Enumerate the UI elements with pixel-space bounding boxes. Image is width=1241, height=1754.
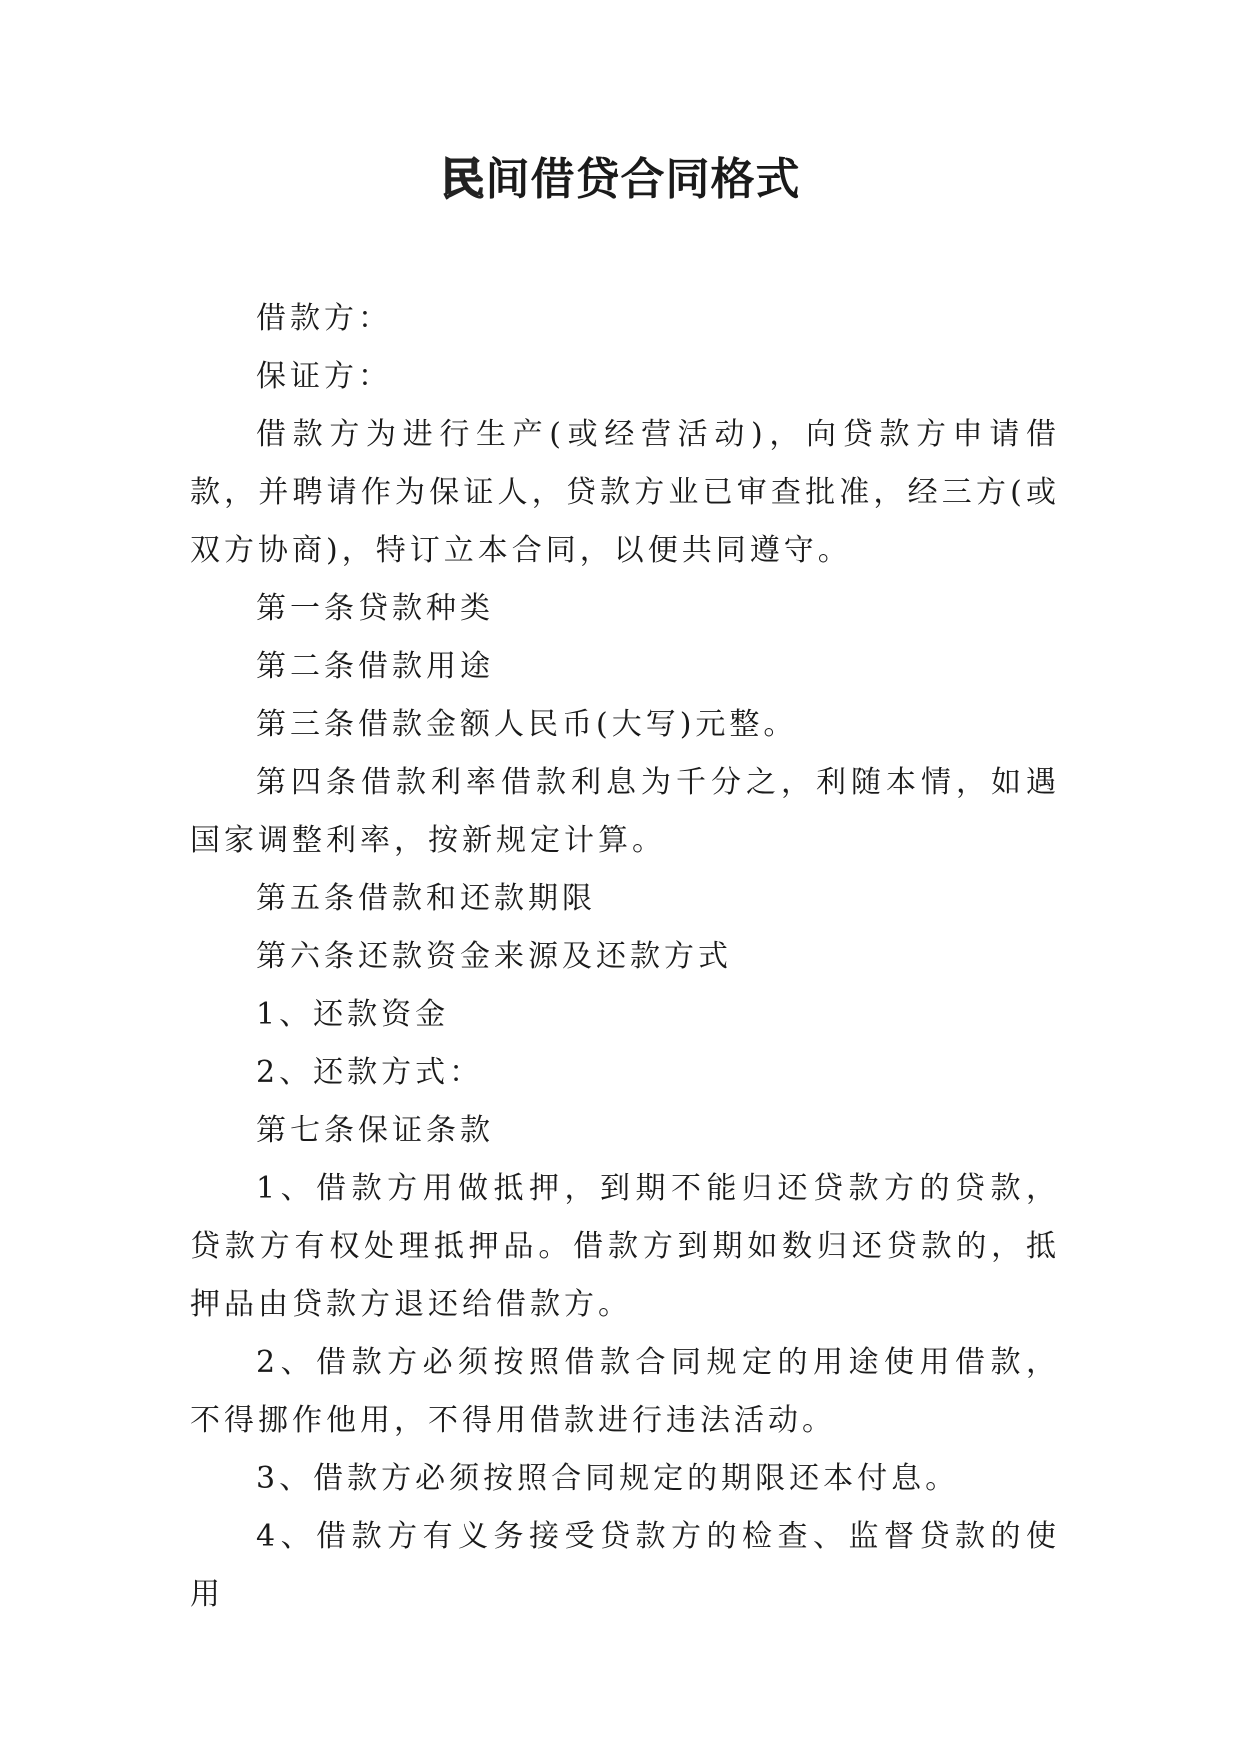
article-2-heading: 第二条借款用途: [256, 649, 494, 684]
preamble-paragraph: 借款方为进行生产(或经营活动)，向贷款方申请借款，并聘请作为保证人，贷款方业已审查批准，经三方(或双方协商)，特订立本合同，以便共同遵守。: [190, 417, 1060, 568]
title-first-char: 民: [440, 154, 486, 205]
article-7-heading: 第七条保证条款: [256, 1113, 494, 1148]
article-6-item-2: 2、还款方式：: [256, 1055, 484, 1090]
article-7-item-3: 3、借款方必须按照合同规定的期限还本付息。: [256, 1461, 960, 1496]
article-7-item-1: 1、借款方用做抵押，到期不能归还贷款方的贷款，贷款方有权处理抵押品。借款方到期如数归还贷款的，抵押品由贷款方退还给借款方。: [190, 1171, 1060, 1322]
title-rest: 间借贷合同格式: [485, 154, 801, 205]
article-3-paragraph: 第三条借款金额人民币(大写)元整。: [256, 707, 798, 742]
article-6-item-1: 1、还款资金: [256, 997, 450, 1032]
article-6-heading: 第六条还款资金来源及还款方式: [256, 939, 732, 974]
article-4-paragraph: 第四条借款利率借款利息为千分之，利随本情，如遇国家调整利率，按新规定计算。: [190, 765, 1060, 858]
party-guarantor-line: 保证方：: [256, 359, 392, 394]
article-1-heading: 第一条贷款种类: [256, 591, 494, 626]
article-7-item-2: 2、借款方必须按照借款合同规定的用途使用借款，不得挪作他用，不得用借款进行违法活动。: [190, 1345, 1060, 1438]
article-5-heading: 第五条借款和还款期限: [256, 881, 596, 916]
article-7-item-4: 4、借款方有义务接受贷款方的检查、监督贷款的使用: [190, 1519, 1060, 1612]
document-title: [0, 150, 1241, 210]
document-body: [190, 290, 1060, 1624]
party-borrower-line: 借款方：: [256, 301, 392, 336]
